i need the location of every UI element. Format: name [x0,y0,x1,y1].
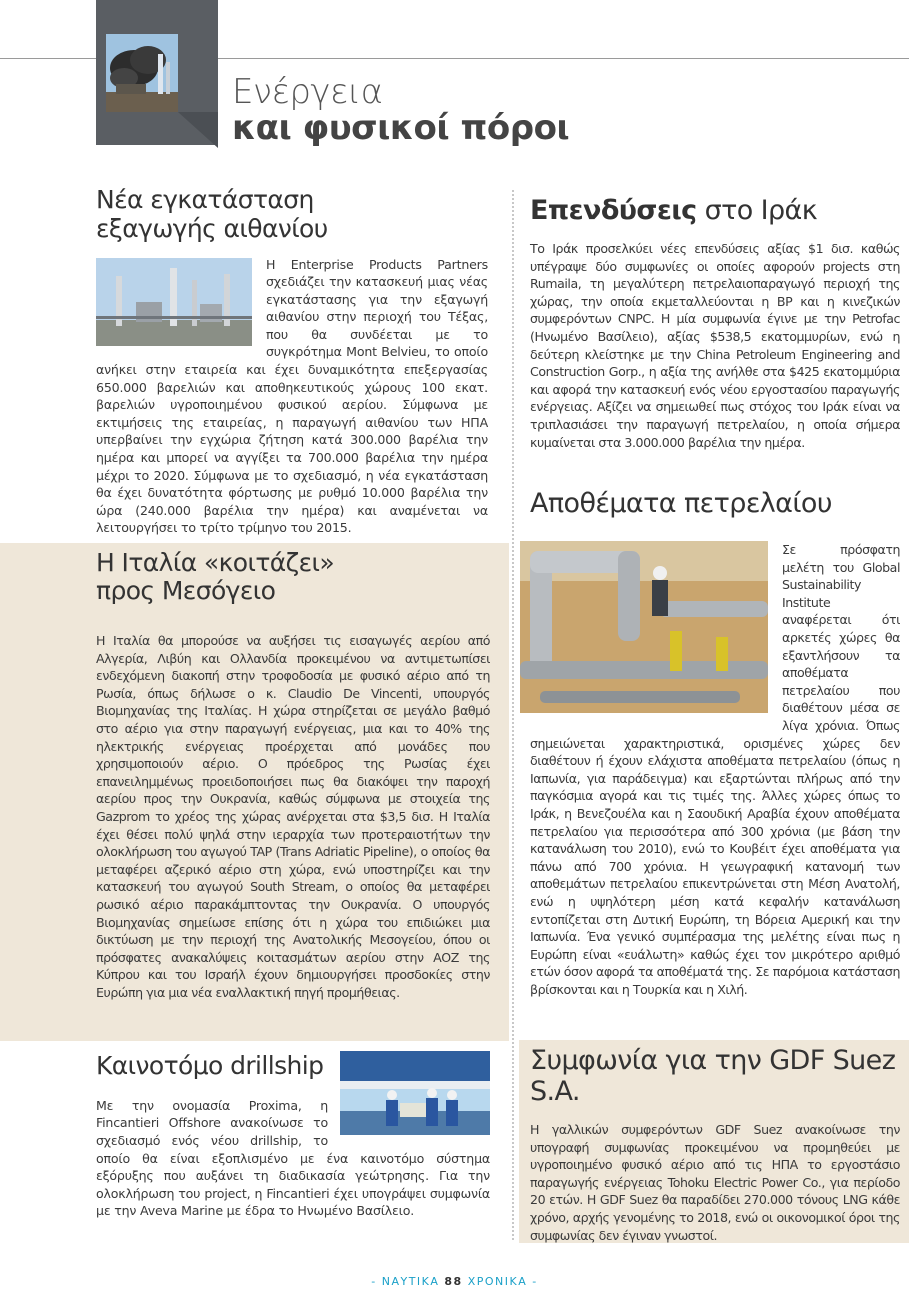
article-italy [96,549,490,1001]
drillship-workers-photo [340,1051,490,1135]
article-drillship-body: Με την ονομασία Proxima, η Fincantieri Offshore ανακοίνωσε το σχεδιασμό ενός νέου drillship, το οποίο θα είναι εξοπλισμένο με ένα καινοτόμο σύστημα εξόρυξης που αυξάνει τη διαδικασία γεώτρησης. Για την ολοκλήρωση του project, η Fincantieri έχει υπογράψει συμφωνία με την Aveva Marine με έδρα το Ηνωμένο Βασίλειο. [96,1097,490,1219]
article-iraq-title-bold: Επενδύσεις [530,195,697,226]
article-gdf-title: Συμφωνία για την GDF Suez S.A. [530,1045,896,1108]
article-ethane-body: Η Enterprise Products Partners σχεδιάζει την κατασκευή μιας νέας εγκατάστασης για την εξαγωγή αιθανίου στην περιοχή του Τέξας, που θα συνδέεται με το συγκρότημα Mont Belvieu, το οποίο ανήκει στην εταιρεία και έχει δυναμικότητα επεξεργασίας 650.000 βαρελιών και αποθηκευτικούς χώρους 100 εκατ. βαρελιών υγροποιημένου φυσικού αερίου. Σύμφωνα με εκτιμήσεις της εταιρείας, η παραγωγή αιθανίου των ΗΠΑ υπερβαίνει την εγχώρια ζήτηση κατά 300.000 βαρέλια την ημέρα και μπορεί να αγγίξει τα 700.000 βαρέλια την ημέρα μέχρι το 2020. Σύμφωνα με το σχεδιασμό, η νέα εγκατάσταση θα έχει δυνατότητα φόρτωσης με ρυθμό 10.000 βαρέλια την ώρα (240.000 βαρέλια την ημέρα) και αναμένεται να λειτουργήσει το τρίτο τρίμηνο του 2015. [96,256,488,536]
article-ethane-title [96,186,488,244]
page-footer [0,1275,909,1288]
article-italy-title-line1: Η Ιταλία «κοιτάζει» [96,548,335,577]
article-reserves-body: Σε πρόσφατη μελέτη του Global Sustainability Institute αναφέρεται ότι αρκετές χώρες θα εξαντλήσουν τα αποθέματα πετρελαίου που διαθέτουν μέσα σε λίγα χρόνια. Όπως σημειώνεται χαρακτηριστικά, ορισμένες χώρες δεν διαθέτουν ή έχουν ελάχιστα αποθέματα πετρελαίου (όπως η Ιαπωνία, για παράδειγμα) και εξαρτώνται πλήρως από την παγκόσμια αγορά και τις τιμές της. Άλλες χώρες όπως το Ιράκ, η Βενεζουέλα και η Σαουδική Αραβία έχουν αποθέματα πετρελαίου για περισσότερα από 300 χρόνια (με βάση την κατανάλωση του 2010), ενώ το Κουβέιτ έχει αποθέματα για πάνω από 700 χρόνια. Η γεωγραφική κατανομή των αποθεμάτων πετρελαίου επικεντρώνεται στη Μέση Ανατολή, ενώ η υψηλότερη μέση κατά κεφαλήν κατανάλωση εντοπίζεται στη Δυτική Ευρώπη, τη Βόρεια Αμερική και την Ιαπωνία. Ένα γενικό συμπέρασμα της μελέτης είναι πως η Ευρώπη είναι «ευάλωτη» καθώς έχει τον μικρότερο αριθμό ετών όσον αφορά τα αποθέματά της. Σε παρόμοια κατάσταση βρίσκονται και η Τουρκία και η Χιλή. [530,542,900,997]
ethane-plant-photo [96,258,252,346]
article-reserves-title: Αποθέματα πετρελαίου [530,488,832,519]
article-drillship-title: Καινοτόμο drillship [96,1051,324,1080]
article-iraq [530,195,900,451]
article-iraq-title [530,195,900,226]
footer-left: - ΝΑΥΤΙΚΑ [371,1275,445,1288]
article-italy-body: Η Ιταλία θα μπορούσε να αυξήσει τις εισαγωγές αερίου από Αλγερία, Λιβύη και Ολλανδία προκειμένου να αντιμετωπίσει ενδεχόμενη διακοπή στην τροφοδοσία με φυσικό αέριο από τη Ρωσία, όπως δήλωσε ο κ. Claudio De Vincenti, υπουργός Βιομηχανίας της Ιταλίας. Η χώρα στηρίζεται σε μεγάλο βαθμό στο αέριο για στην παραγωγή ενέργειας, μια και το 40% της ηλεκτρικής ενέργειας προέρχεται από μονάδες που χρησιμοποιούν αέριο. Ο πρόεδρος της Ρωσίας έχει επανειλημμένως προειδοποιήσει πως θα διακόψει την παροχή αερίου προς την Ουκρανία, καθώς σύμφωνα με στοιχεία της Gazprom το χρέος της χώρας ανέρχεται στα $3,5 δισ. Η Ιταλία έχει θέσει πολύ ψηλά στην ιεραρχία των προτεραιοτήτων την ολοκλήρωση του αγωγού TAP (Trans Adriatic Pipeline), ο οποίος θα μεταφέρει αζερικό αέριο στη χώρα, ενώ υποστηρίζει και την κατασκευή του αγωγού South Stream, ο οποίος θα μεταφέρει ρωσικό αέριο παρακάμπτοντας την Ουκρανία. Ο υπουργός Βιομηχανίας σημείωσε επίσης ότι η χώρα του επιδιώκει μια δικτύωση με την περιοχή της Ανατολικής Μεσογείου, όπου οι πρόσφατες ανακαλύψεις κοιτασμάτων αερίου στην ΑΟΖ της Κύπρου και του Ισραήλ έχουν δημιουργήσει προσδοκίες στην Ευρώπη για μια νέα εναλλακτική πηγή προμήθειας. [96,633,490,1000]
top-rule-left [0,58,96,59]
article-oil-reserves [530,488,900,998]
column-divider [512,190,514,1240]
top-rule-right [218,58,909,59]
article-iraq-title-light: στο Ιράκ [696,195,818,226]
header-refinery-photo [106,34,178,112]
article-italy-title [96,549,490,604]
section-title [232,72,570,148]
section-title-light: Ενέργεια [232,72,383,112]
article-iraq-body: Το Ιράκ προσελκύει νέες επενδύσεις αξίας $1 δισ. καθώς υπέγραψε δύο συμφωνίες οι οποίες αφορούν projects στη Rumaila, τη μεγαλύτερη πετρελαιοπαραγωγό περιοχή της χώρας, την οποία εκμεταλλεύονται η BP και η κινεζικών συμφερόντων CNPC. Η μία συμφωνία έγινε με την Petrofac (Ηνωμένο Βασίλειο), αξίας $538,5 εκατομμυρίων, ενώ η δεύτερη κλείστηκε με την China Petroleum Engineering and Construction Gorp., η αξία της ανήλθε στα $425 εκατομμύρια και αφορά την κατασκευή ενός νέου εργοστασίου παραγωγής ενέργειας. Αξίζει να σημειωθεί πως στόχος του Ιράκ είναι να τριπλασιάσει την παραγωγή πετρελαίου, η οποία σήμερα κυμαίνεται στα 3.000.000 βαρέλια την ημέρα. [530,241,900,450]
article-ethane-export [96,186,488,537]
section-title-bold: και φυσικοί πόροι [232,108,570,148]
article-drillship [96,1052,490,1220]
article-ethane-title-line2: εξαγωγής αιθανίου [96,213,328,243]
article-italy-title-line2: προς Μεσόγειο [96,575,276,605]
article-gdf-body: Η γαλλικών συμφερόντων GDF Suez ανακοίνωσε την υπογραφή συμφωνίας προκειμένου να προμηθεύει με υγροποιημένο φυσικό αέριο από τις ΗΠΑ το εργοστάσιο παραγωγής ενέργειας Tohoku Electric Power Co., για περίοδο 20 ετών. Η GDF Suez θα παραδίδει 270.000 τόνους LNG κάθε χρόνο, αρχής γενομένης το 2018, ενώ οι οικονομικοί όροι της συμφωνίας δεν έγιναν γνωστοί. [530,1122,900,1243]
oil-pipes-photo [520,541,768,713]
article-gdf-suez [530,1045,900,1244]
page-number: 88 [444,1275,463,1288]
article-ethane-title-line1: Νέα εγκατάσταση [96,185,314,214]
footer-right: ΧΡΟΝΙΚΑ - [462,1275,538,1288]
